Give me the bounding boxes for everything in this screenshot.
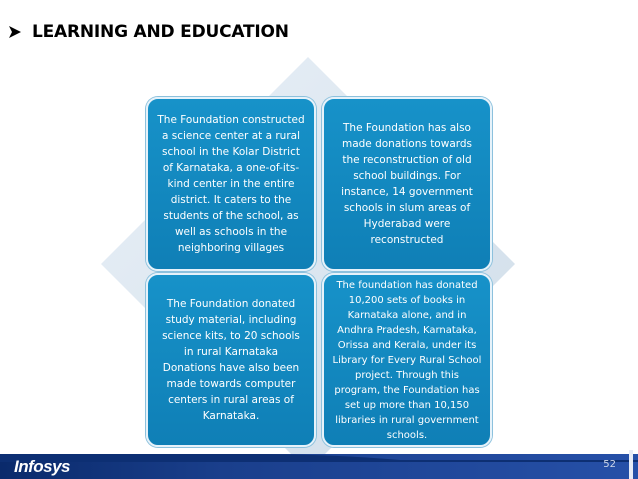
- info-box-libraries: [322, 273, 492, 447]
- info-box-text: The Foundation constructed a science center at a rural school in the Kolar District of Karnataka, a one-of-its-kind center in the entire district. It caters to the students of the school, as well as schools in the neighboring villages: [157, 114, 305, 254]
- info-box-study-material: [146, 273, 316, 447]
- slide-title: LEARNING AND EDUCATION: [32, 22, 289, 42]
- infosys-logo: Infosys: [14, 457, 71, 476]
- arrow-bullet-icon: [8, 25, 22, 39]
- info-box-science-center: [146, 97, 316, 271]
- slide-heading: [8, 22, 289, 42]
- page-number: 52: [603, 459, 616, 470]
- footer-edge: [629, 450, 633, 479]
- footer-swoosh: [0, 450, 638, 462]
- info-box-text: The Foundation donated study material, including science kits, to 20 schools in rural Karnataka Donations have also been made towards computer centers in rural areas of Karnataka.: [162, 298, 300, 422]
- info-box-text: The foundation has donated 10,200 sets of books in Karnataka alone, and in Andhra Pradesh, Karnataka, Orissa and Kerala, under its Library for Every Rural School project. Through this program, the Foundation has set up more than 10,150 libraries in rural government schools.: [332, 279, 482, 441]
- footer-bar: [0, 450, 638, 479]
- info-box-school-reconstruction: [322, 97, 492, 271]
- info-box-text: The Foundation has also made donations towards the reconstruction of old school buildings. For instance, 14 government schools in slum areas of Hyderabad were reconstructed: [341, 122, 473, 246]
